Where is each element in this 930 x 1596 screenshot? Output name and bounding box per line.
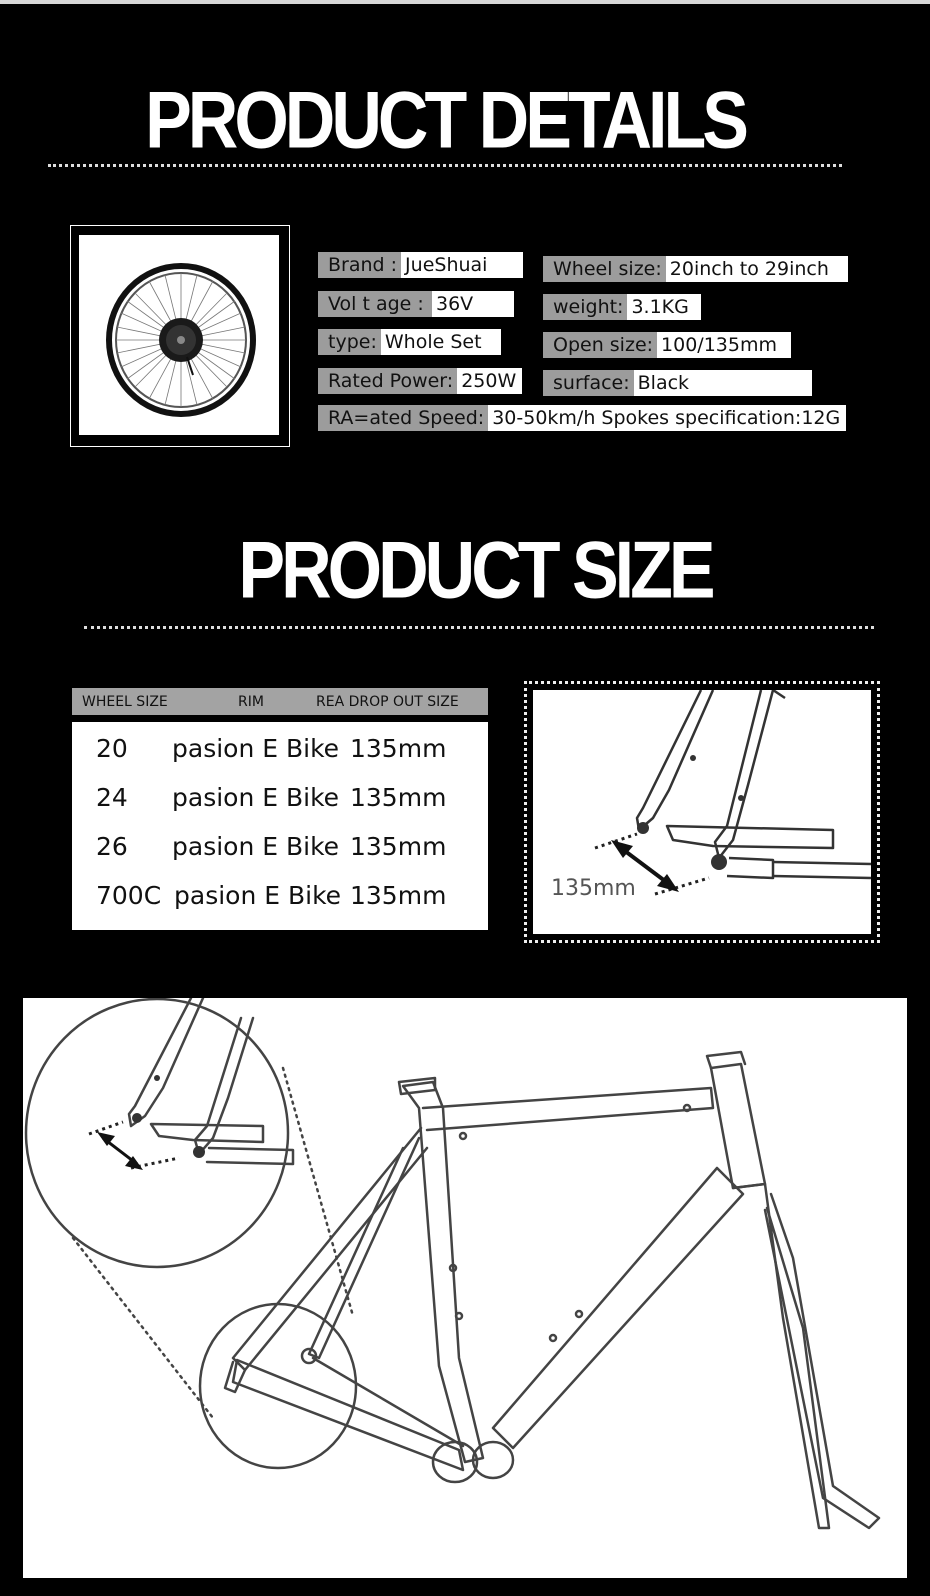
table-row: 20 pasion E Bike 135mm <box>96 734 447 763</box>
spec-rated-speed: RA=ated Speed: 30-50km/h Spokes specification:12G <box>318 405 846 431</box>
details-divider <box>48 164 842 167</box>
header-dropout: REA DROP OUT SIZE <box>316 694 459 710</box>
product-size-title: PRODUCT SIZE <box>238 525 712 615</box>
frame-diagram-box <box>23 998 907 1578</box>
spec-voltage: Vol t age : 36V <box>318 291 514 317</box>
size-table-header <box>72 688 488 715</box>
spec-wheel-size: Wheel size: 20inch to 29inch <box>543 256 848 282</box>
dropout-measurement-label: 135mm <box>551 876 636 901</box>
spec-open-size: Open size: 100/135mm <box>543 332 791 358</box>
header-rim: RIM <box>238 694 264 710</box>
spec-rated-power: Rated Power: 250W <box>318 368 522 394</box>
product-details-title: PRODUCT DETAILS <box>145 75 745 165</box>
header-wheel-size: WHEEL SIZE <box>82 694 168 710</box>
dropout-diagram-box <box>524 681 880 943</box>
table-row: 700C pasion E Bike 135mm <box>96 881 447 910</box>
spec-type: type: Whole Set <box>318 329 501 355</box>
size-table-body <box>72 722 488 930</box>
hub-motor-wheel-icon <box>79 235 279 435</box>
product-thumbnail <box>70 225 290 447</box>
bike-frame-diagram <box>23 998 907 1578</box>
top-border <box>0 0 930 4</box>
spec-weight: weight: 3.1KG <box>543 294 701 320</box>
spec-brand: Brand : JueShuai <box>318 252 523 278</box>
spec-surface: surface: Black <box>543 370 812 396</box>
table-row: 26 pasion E Bike 135mm <box>96 832 447 861</box>
size-divider <box>84 626 874 629</box>
table-row: 24 pasion E Bike 135mm <box>96 783 447 812</box>
